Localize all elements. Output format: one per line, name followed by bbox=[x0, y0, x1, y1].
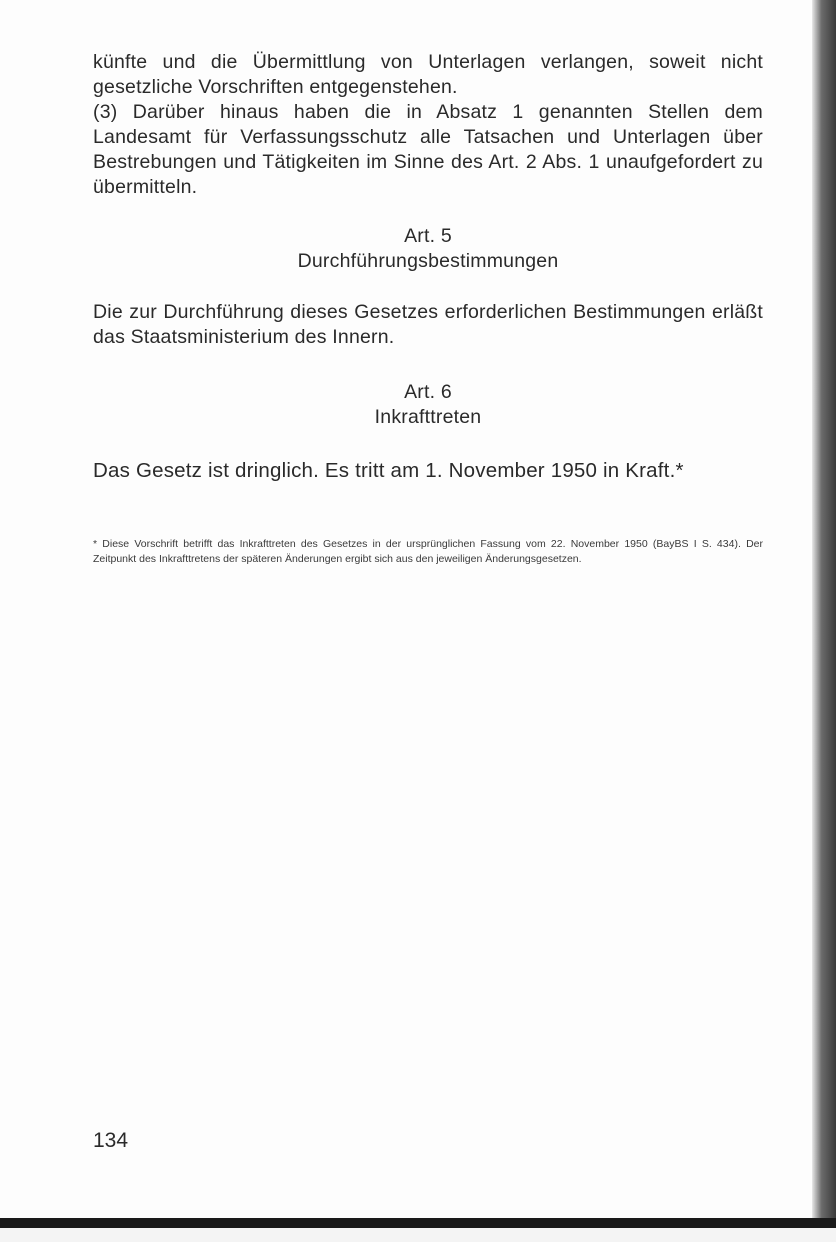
book-spine-shadow bbox=[812, 0, 836, 1242]
footnote: * Diese Vorschrift betrifft das Inkrafttreten des Gesetzes in der ursprünglichen Fassung vom 22. November 1950 (BayBS I S. 434). Der Zeitpunkt des Inkrafttretens der späteren Änderungen ergibt sich aus den jeweiligen Änderungsgesetzen. bbox=[93, 538, 763, 565]
art-6-text: Das Gesetz ist dringlich. Es tritt am 1. November 1950 in Kraft.* bbox=[93, 459, 684, 482]
art-6-title: Inkrafttreten bbox=[374, 406, 482, 428]
art-6-number: Art. 6 bbox=[404, 381, 452, 403]
page-number: 134 bbox=[93, 1129, 129, 1152]
bottom-margin-strip bbox=[0, 1228, 836, 1242]
art-5-number: Art. 5 bbox=[404, 225, 452, 247]
page-content bbox=[93, 50, 763, 567]
art-5-text: Die zur Durchführung dieses Gesetzes erforderlichen Bestimmungen erläßt das Staatsministerium des Innern. bbox=[93, 301, 763, 348]
paragraph-abs-3: (3) Darüber hinaus haben die in Absatz 1 genannten Stellen dem Landesamt für Verfassungsschutz alle Tatsachen und Unterlagen über Bestrebungen und Tätigkeiten im Sinne des Art. 2 Abs. 1 unaufgefordert zu übermitteln. bbox=[93, 101, 763, 198]
bottom-page-edge bbox=[0, 1218, 836, 1228]
continuation-paragraph: künfte und die Übermittlung von Unterlagen verlangen, soweit nicht gesetzliche Vorschriften entgegenstehen. bbox=[93, 51, 763, 98]
art-5-title: Durchführungsbestimmungen bbox=[297, 250, 559, 272]
